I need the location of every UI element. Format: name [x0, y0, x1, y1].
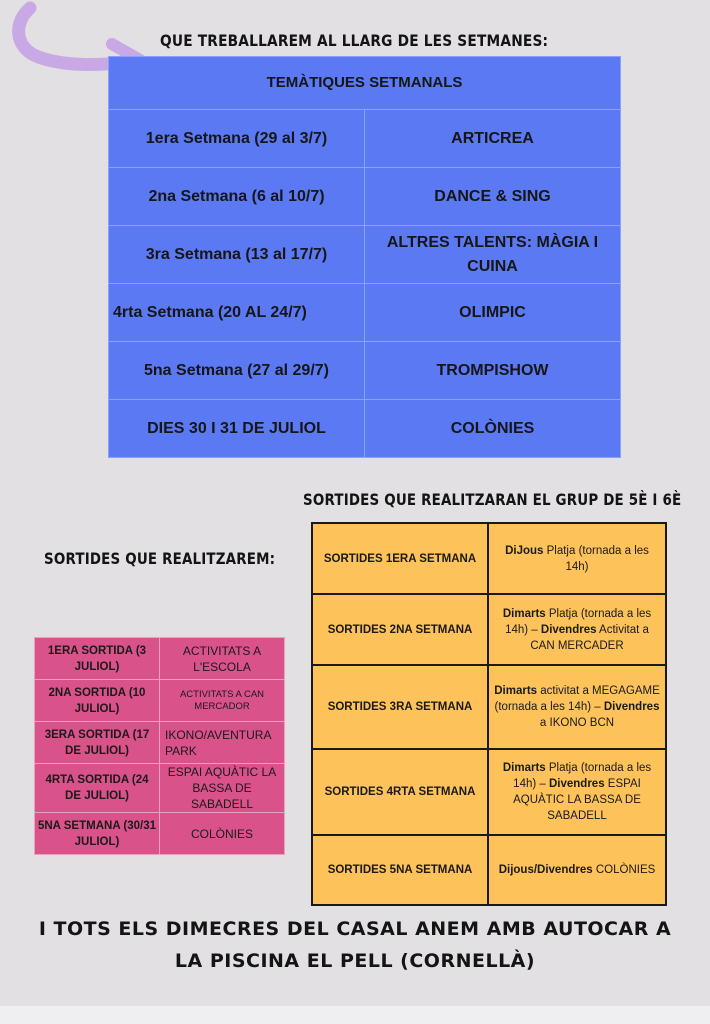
- outing-detail-cell: [488, 835, 666, 905]
- day-label: Dimarts: [494, 685, 538, 697]
- week-cell: 2na Setmana (6 al 10/7): [109, 168, 365, 226]
- outing-week-cell: SORTIDES 1ERA SETMANA: [312, 523, 488, 594]
- outing-week-cell: SORTIDES 4RTA SETMANA: [312, 749, 488, 835]
- detail-text: COLÒNIES: [592, 864, 656, 876]
- footer-note: I TOTS ELS DIMECRES DEL CASAL ANEM AMB AUTOCAR A LA PISCINA EL PELL (CORNELLÀ): [38, 918, 672, 972]
- day-label: Dijous/Divendres: [498, 864, 593, 876]
- detail-text: Platja (tornada a les 14h) –: [513, 762, 652, 790]
- table-row: [35, 680, 285, 722]
- week-cell: 5na Setmana (27 al 29/7): [109, 342, 365, 400]
- outing-activity-cell: COLÒNIES: [160, 813, 285, 855]
- theme-cell: ARTICREA: [365, 110, 621, 168]
- theme-cell: COLÒNIES: [365, 400, 621, 458]
- theme-cell: TROMPISHOW: [365, 342, 621, 400]
- weekly-work-heading: QUE TREBALLAREM AL LLARG DE LES SETMANES:: [160, 31, 549, 50]
- outing-detail-cell: [488, 523, 666, 594]
- table-header-row: [109, 57, 621, 110]
- outing-detail-cell: [488, 594, 666, 665]
- table-row: [35, 638, 285, 680]
- outing-week-cell: SORTIDES 3RA SETMANA: [312, 665, 488, 749]
- group-56-outings-table: [311, 522, 667, 906]
- outing-name-cell: 1ERA SORTIDA (3 JULIOL): [35, 638, 160, 680]
- outing-week-cell: SORTIDES 2NA SETMANA: [312, 594, 488, 665]
- theme-cell: OLIMPIC: [365, 284, 621, 342]
- table-row: [35, 722, 285, 764]
- outing-detail-cell: [488, 665, 666, 749]
- day-label: Divendres: [603, 701, 660, 713]
- day-label: DiJous: [505, 544, 544, 557]
- table-row: [35, 813, 285, 855]
- table-row: [312, 594, 666, 665]
- day-label: Divendres: [548, 778, 605, 790]
- bottom-strip: [0, 1006, 710, 1024]
- day-label: Dimarts: [502, 762, 546, 774]
- outing-activity-cell: ACTIVITATS A L'ESCOLA: [160, 638, 285, 680]
- day-label: Divendres: [540, 623, 597, 636]
- outing-name-cell: 2NA SORTIDA (10 JULIOL): [35, 680, 160, 722]
- week-cell: 4rta Setmana (20 AL 24/7): [109, 284, 365, 342]
- detail-text: Platja (tornada a les 14h) –: [505, 607, 652, 636]
- table-row: [109, 226, 621, 284]
- themes-table-header: TEMÀTIQUES SETMANALS: [109, 57, 621, 110]
- week-cell: DIES 30 I 31 DE JULIOL: [109, 400, 365, 458]
- outing-activity-cell: IKONO/AVENTURA PARK: [160, 722, 285, 764]
- table-row: [109, 110, 621, 168]
- table-row: [109, 284, 621, 342]
- detail-text: Platja (tornada a les 14h): [543, 544, 649, 573]
- table-row: [312, 665, 666, 749]
- detail-text: Activitat a CAN MERCADER: [530, 623, 649, 652]
- table-row: [109, 342, 621, 400]
- outing-detail-cell: [488, 749, 666, 835]
- table-row: [109, 168, 621, 226]
- day-label: Dimarts: [502, 607, 546, 620]
- theme-cell: ALTRES TALENTS: MÀGIA I CUINA: [365, 226, 621, 284]
- our-outings-heading: SORTIDES QUE REALITZAREM:: [44, 549, 276, 568]
- outing-activity-cell: ACTIVITATS A CAN MERCADOR: [160, 680, 285, 722]
- group-56-outings-heading: SORTIDES QUE REALITZARAN EL GRUP DE 5È I 6È: [303, 490, 682, 509]
- table-row: [35, 764, 285, 813]
- weekly-themes-table: [108, 56, 621, 458]
- detail-text: a IKONO BCN: [539, 717, 615, 729]
- our-outings-table: [34, 637, 285, 855]
- outing-week-cell: SORTIDES 5NA SETMANA: [312, 835, 488, 905]
- week-cell: 1era Setmana (29 al 3/7): [109, 110, 365, 168]
- outing-name-cell: 5NA SETMANA (30/31 JULIOL): [35, 813, 160, 855]
- detail-text: ESPAI AQUÀTIC LA BASSA DE SABADELL: [513, 778, 641, 822]
- detail-text: activitat a MEGAGAME (tornada a les 14h) –: [494, 685, 660, 713]
- week-cell: 3ra Setmana (13 al 17/7): [109, 226, 365, 284]
- table-row: [312, 749, 666, 835]
- outing-activity-cell: ESPAI AQUÀTIC LA BASSA DE SABADELL: [160, 764, 285, 813]
- table-row: [109, 400, 621, 458]
- table-row: [312, 835, 666, 905]
- table-row: [312, 523, 666, 594]
- theme-cell: DANCE & SING: [365, 168, 621, 226]
- outing-name-cell: 3ERA SORTIDA (17 DE JULIOL): [35, 722, 160, 764]
- outing-name-cell: 4RTA SORTIDA (24 DE JULIOL): [35, 764, 160, 813]
